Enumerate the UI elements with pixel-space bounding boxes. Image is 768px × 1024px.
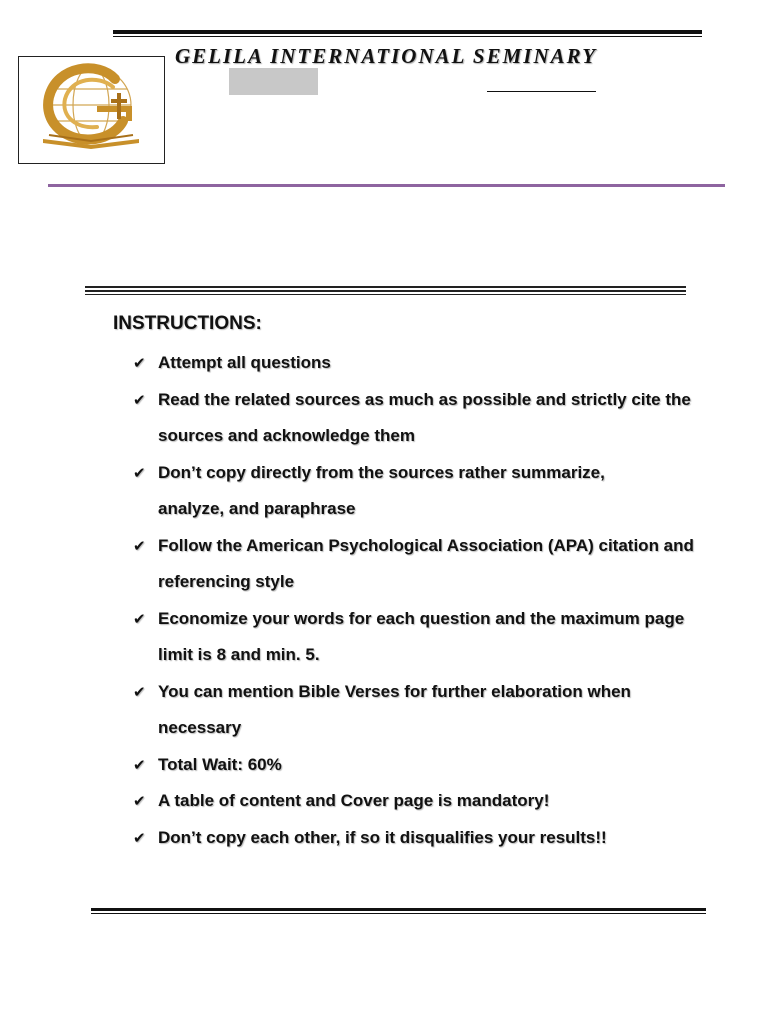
checkmark-icon: ✔	[133, 463, 146, 482]
checkmark-icon: ✔	[133, 609, 146, 628]
instruction-item: ✔ A table of content and Cover page is mandatory!	[130, 783, 718, 820]
top-double-rule	[113, 30, 702, 34]
checkmark-icon: ✔	[133, 354, 146, 372]
instructions-list	[130, 345, 730, 856]
seminary-title: GELILA INTERNATIONAL SEMINARY	[175, 44, 598, 68]
instruction-item: ✔ Follow the American Psychological Association (APA) citation and referencing style	[130, 528, 718, 601]
instruction-item: ✔ Read the related sources as much as possible and strictly cite the sources and acknowledge them	[130, 382, 698, 455]
bottom-double-rule-thin	[91, 913, 706, 914]
instruction-item: ✔ Attempt all questions	[130, 345, 418, 382]
bottom-double-rule	[91, 908, 706, 911]
instruction-item: ✔ Don’t copy each other, if so it disqualifies your results!!	[130, 820, 718, 857]
checkmark-icon: ✔	[133, 755, 146, 774]
top-double-rule-thin	[113, 36, 702, 37]
instruction-item: ✔ Economize your words for each question and the maximum page limit is 8 and min. 5.	[130, 601, 688, 674]
header-divider	[48, 184, 725, 187]
checkmark-icon: ✔	[133, 828, 146, 847]
checkmark-icon: ✔	[133, 682, 146, 701]
section-rule	[85, 286, 686, 288]
checkmark-icon: ✔	[133, 390, 146, 409]
logo-frame	[18, 56, 165, 164]
blank-underline	[487, 91, 596, 92]
section-rule	[85, 290, 686, 292]
checkmark-icon: ✔	[133, 536, 146, 555]
instruction-item: ✔ You can mention Bible Verses for further elaboration when necessary	[130, 674, 688, 747]
instructions-heading: INSTRUCTIONS:	[113, 313, 262, 334]
instruction-item: ✔ Don’t copy directly from the sources rather summarize, analyze, and paraphrase	[130, 455, 658, 528]
section-rule	[85, 294, 686, 295]
checkmark-icon: ✔	[133, 792, 146, 810]
seminary-logo-icon	[19, 57, 164, 163]
redacted-box	[229, 68, 318, 95]
instruction-item: ✔ Total Wait: 60%	[130, 747, 698, 784]
